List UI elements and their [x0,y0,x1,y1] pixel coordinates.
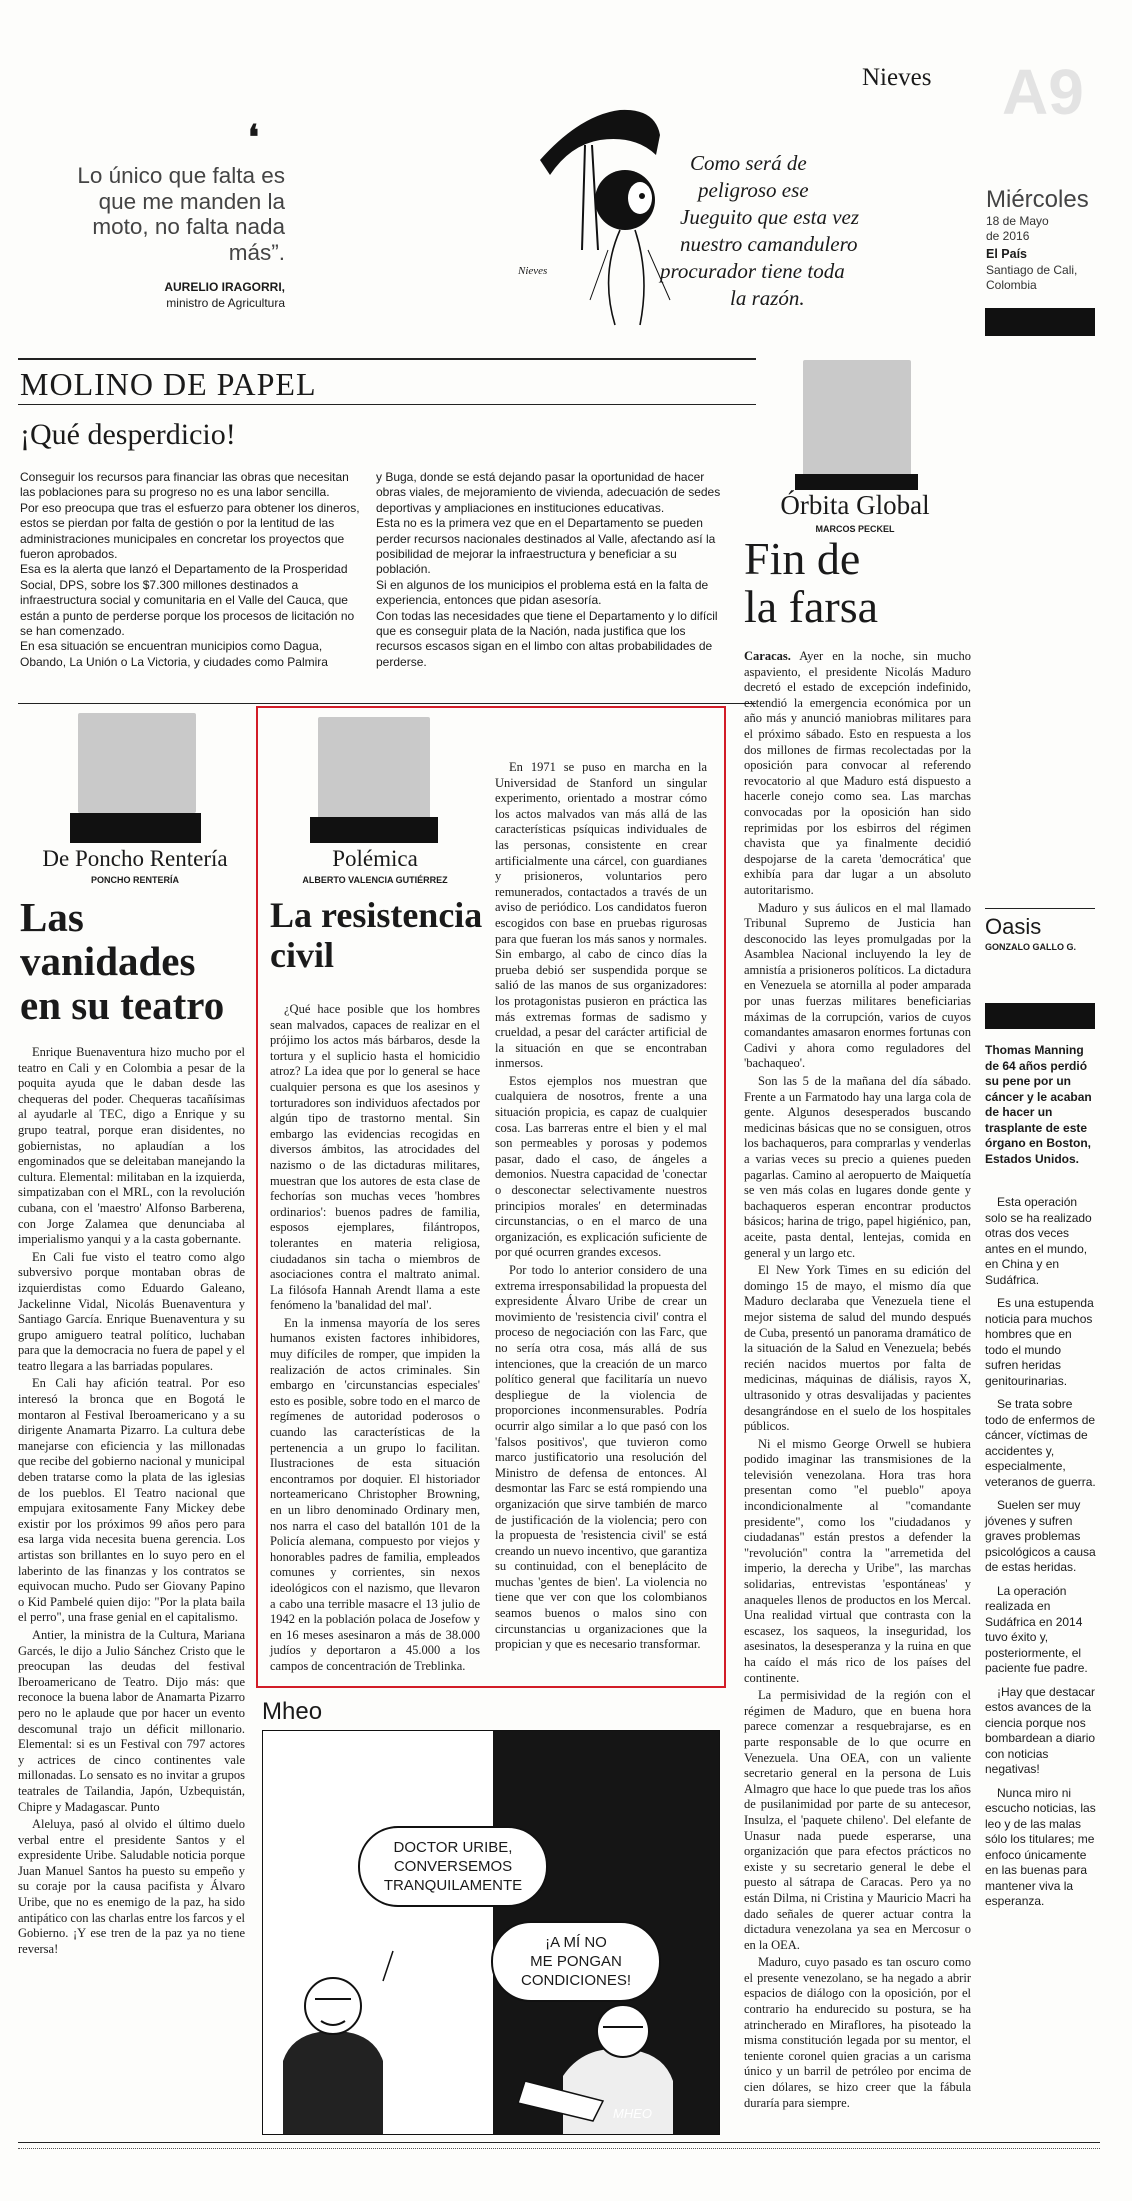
headline-line: Fin de [744,533,861,584]
photo-black-bar [70,813,201,843]
paragraph: En esa situación se encuentran municipios como Dagua, Obando, La Unión o La Victoria, y ciudades como Palmira [20,639,328,669]
page-number: A9 [1002,56,1084,128]
bubble-line: ME PONGAN [530,1953,622,1970]
cartoon-top-caption [660,150,860,312]
caption-line: nuestro camandulero [680,232,858,256]
caption-line: la razón. [730,286,805,310]
rule-bottom-dotted [18,2148,1100,2149]
paragraph: Enrique Buenaventura hizo mucho por el teatro en Cali y en Colombia a pesar de la poquita ayuda que le daban desde las chequeras del poder. Chequeras tacañísimas al ayudarle al TEC, digo a Enrique y su grupo teatral, porque eran disidentes, no gobiernistas, no aplaudían a los engominados que se deleitaban manejando la cultura. Elemental: militaban en la izquierda, simpatizaban con el MRL, con la revolución cubana, con el 'maestro' Alfonso Barberena, con Jorge Zalamea que denunciaba al imperialismo yanqui y a la casta gobernante. [18,1045,245,1247]
caption-line: Como será de [690,151,807,175]
paragraph: Por eso preocupa que tras el esfuerzo para obtener los dineros, estos se pierdan por falta de gestión o por la lentitud de las administraciones municipales en concretar los proyectos que fueron aprobados. [20,500,360,562]
caption-line: peligroso ese [698,178,809,202]
headline-line: Las [20,894,84,940]
oasis-lead: Thomas Manning de 64 años perdió su pene por un cáncer y le acaban de hacer un trasplante de este órgano en Boston, Estados Unidos. [985,1043,1092,1166]
molino-section-title: MOLINO DE PAPEL [20,366,317,402]
orbita-body [744,649,971,2113]
mheo-signature: MHEO [613,2106,652,2121]
paragraph: El New York Times en su edición del domingo 15 de mayo, el mismo día que Maduro declaraba que Venezuela tiene el mejor sistema de salud del mundo después de Cuba, presentó un panorama dramático de la situación de la Salud en Venezuela; bebés recién nacidos muertos por falta de medicinas, máquinas de diálisis, rayos X, ultrasonido y otras desvalijadas y pacientes desangrándose en el suelo de los hospitales públicos. [744,1263,971,1434]
paragraph: Son las 5 de la mañana del día sábado. Frente a un Farmatodo hay una larga cola de gente. Algunos desesperados buscando medicinas básicas que no se consiguen, otros los bachaqueros, para comprarlas y venderlas a varias veces su precio a quienes pueden pagarlas. Camino al aeropuerto de Maiquetía se ven más colas en lugares donde gente y bachaqueros esperan encontrar productos básicos; harina de trigo, papel higiénico, pan, aceite, pasta dental, lentejas, comida en general y un largo etc. [744,1074,971,1260]
paragraph: La operación realizada en Sudáfrica en 2014 tuvo éxito y, posteriormente, el paciente fue padre. [985,1583,1088,1675]
poncho-headline [20,895,224,1027]
bubble-line: CONDICIONES! [520,1972,631,1989]
paragraph: Maduro y sus áulicos en el mal llamado Tribunal Supremo de Justicia han desconocido las leyes promulgadas por la Asamblea Nacional incluyendo la ley de amnistía a prisioneros políticos. La dictadura en Venezuela se atornilla al poder amparada por unas fuerzas militares beneficiarias máximas de la corrupción, varios de cuyos comandantes amasaron enormes fortunas con Cadivi y ahora como reguladores del 'bachaqueo'. [744,900,972,1071]
rule-top [18,358,756,360]
oasis-column-title: Oasis [985,914,1042,939]
section-label: Nieves [862,64,932,91]
orbita-headline [744,535,878,631]
paragraph: Nunca miro ni escucho noticias, las leo y de las malas sólo los titulares; me enfoco únicamente en las buenas para mantener viva la esperanza. [985,1785,1096,1908]
paragraph: Por todo lo anterior considero de una extrema irresponsabilidad la propuesta del expresidente Álvaro Uribe de crear un movimiento de 'resistencia civil' contra el proceso de negociación con las Farc, que no sería otra cosa, más allá de sus intenciones, que la creación de un marco político general que facilitaría un nuevo despliegue de la violencia de proporciones inconmensurables. Podría ocurrir algo similar a lo que pasó con los 'falsos positivos', que tuvieron como marco justificatorio una resolución del Ministro de defensa de entonces. Al desmontar las Farc se está rompiendo una organización que sirve también de marco de justificación de la violencia; pero con la propuesta de 'resistencia civil' se está creando un nuevo incentivo, que garantiza su continuidad, con el beneplácito de muchas 'gentes de bien'. La violencia no tiene que ver con que los colombianos seamos buenos o malos sino con circunstancias u organizaciones que la propician y que es necesario transformar. [495,1263,707,1652]
paragraph: Conseguir los recursos para financiar las obras que necesitan las poblaciones para su progreso no es una labor sencilla. [20,470,349,500]
headline-line: vanidades [20,938,196,984]
poncho-body [18,1045,245,1959]
paragraph: La permisividad de la región con el régimen de Maduro, que en buena hora parece comenzar a resquebrajarse, es en parte responsable de lo que ocurre en Venezuela. Una OEA, con un valiente secretario general en la persona de Luis Almagro que hace lo que puede tras los años de pusilanimidad por parte de su antecesor, Insulza, el 'paquete chileno'. Del elefante de Unasur nada puede esperarse, una organización que para efectos prácticos no existe y su secretario general le debe el puesto al sátrapa de Caracas. Pero ya no están Dilma, ni Cristina y Mauricio Macri ha dado señales de querer actuar contra la dictadura venezolana ya sea en Mercosur o en la OEA. [744,1688,971,1952]
oasis-body [985,1195,1097,1918]
paragraph: En 1971 se puso en marcha en la Universidad de Stanford un singular experimento, orientado a mostrar cómo los actos malvados van más allá de las características psíquicas individuales de las personas, consistente en crear artificialmente una cárcel, con guardianes y prisioneros, voluntarios pero remunerados, contactados a través de un aviso de periódico. Los candidatos fueron escogidos con base en pruebas rigurosas para que fueran los más sanos y normales. Sin embargo, al cabo de cinco días la prueba debió ser suspendida porque se salió de las manos de sus organizadores: los protagonistas pusieron en práctica las más extremas formas de sadismo y crueldad, a pesar del carácter artificial de la situación en que se encontraban inmersos. [495,760,707,1071]
paragraph: ¿Qué hace posible que los hombres sean malvados, capaces de realizar en el prójimo los actos más bárbaros, desde la tortura y el suplicio hasta el homicidio atroz? La idea que por lo general se hace cualquier persona es que los asesinos y torturadores son individuos afectados por algún tipo de trastorno mental. Sin embargo las evidencias recogidas en diversos ámbitos, las atrocidades del nazismo o de las dictaduras militares, muestran que los autores de esta clase de fechorías son muchas veces 'hombres ordinarios': buenos padres de familia, esposos ejemplares, filántropos, tolerantes en materia religiosa, ciudadanos sin tacha o miembros de asociaciones contra el maltrato animal. La filósofa Hannah Arendt llama a este fenómeno la 'banalidad del mal'. [270,1002,480,1313]
paragraph: En la inmensa mayoría de los seres humanos existen factores inhibidores, muy difíciles de romper, que impiden la realización de actos criminales. Sin embargo en 'circunstancias especiales' esto es posible, sobre todo en el marco de regímenes de autoridad poderosos o cuando las características de la pertenencia a un grupo lo facilitan. Ilustraciones de esta situación encontramos por doquier. El historiador norteamericano Christopher Browning, en un libro denominado Ordinary men, nos narra el caso del batallón 101 de la Policía alemana, compuesto por viejos y honorables padres de familia, empleados comunes y corrientes, sin nexos ideológicos con el nazismo, que llevaron a cabo una terrible masacre el 13 julio de 1942 en la población polaca de Josefow y en 16 meses asesinaron a más de 38.000 judíos y deportaron a 45.000 a los campos de concentración de Treblinka. [270,1315,480,1673]
nieves-signature: Nieves [518,265,548,277]
paragraph: Suelen ser muy jóvenes y sufren graves problemas psicológicos a causa de estas heridas. [985,1498,1096,1574]
paragraph: Es una estupenda noticia para muchos hombres que en todo el mundo sufren heridas genitourinarias. [985,1296,1094,1388]
orbita-author: MARCOS PECKEL [815,524,895,534]
paragraph: Esa es la alerta que lanzó el Departamento de la Prosperidad Social, DPS, sobre los $7.300 millones destinados a infraestructura social y comunitaria en el Valle del Cauca, que están a punto de perderse porque los procesos de licitación no se han comenzado. [20,562,355,639]
polemica-column-title: Polémica [332,846,418,871]
rule-molino-bottom [18,703,756,704]
molino-col1 [20,470,365,670]
quote-mark-icon: ❛ [248,120,259,157]
paragraph: Estos ejemplos nos muestran que cualquiera de nosotros, frente a una situación propicia, es capaz de cualquier cosa. Las barreras entre el bien y el mal son permeables y porosas y podemos pasar, dado el caso, de ángeles a demonios. Nuestra capacidad de 'conectar o desconectar selectivamente nuestros principios morales' en determinadas circunstancias, o en el marco de una organización, es explicación suficiente de por qué ocurren grandes excesos. [495,1073,707,1260]
paragraph: Caracas. Ayer en la noche, sin mucho aspaviento, el presidente Nicolás Maduro decretó el estado de excepción indefinido, extendió la emergencia económica por un año más y anunció maniobras militares para el próximo sábado. Esto en respuesta a los dos millones de firmas recolectadas por la oposición para convocar al referendo revocatorio al que Maduro está dispuesto a hacerle conejo como sea. Las marchas convocadas por la oposición han sido reprimidas por los esbirros del régimen chavista que ya finalmente decidió despojarse de la careta 'democrática' que exhibía para dar lugar a un absoluto autoritarismo. [744,649,971,897]
paper-name: El País [986,247,1027,261]
quote-text: Lo único que falta es que me manden la moto, no falta nada más”. [77,163,285,265]
paragraph: En Cali hay afición teatral. Por eso interesó la bronca que en Bogotá le montaron al Festival Iberoamericano y a su dirigente Anamarta Pizarro. La cultura debe manejarse con eficiencia y las millonadas que recibe del gobierno nacional y municipal deben tratarse como la plata de las iglesias de los pueblos. El Teatro nacional que empujara exitosamente Fany Mickey debe existir por los próximos 99 años pero para esa larga vida necesita buena gerencia. Los artistas son brillantes en lo suyo pero en el laberinto de las finanzas y los contratos se equivocan mucho. Pudo ser Giovany Papino o Kid Pambelé quien dijo: "Por la plata baila el perro", una frase genial en el capitalismo. [18,1376,245,1625]
quote-author: AURELIO IRAGORRI, [164,280,285,294]
oasis-black-bar [985,1003,1095,1029]
mheo-cartoon [262,1730,720,2135]
paragraph: Ni el mismo George Orwell se hubiera podido imaginar las transmisiones de la televisión venezolana. Hora tras hora presentan como "el pueblo" apoya incondicionalmente al "comandante presidente", como los "ciudadanos y ciudadanas" están prestos a defender la "revolución" contra la "arremetida del imperio, la derecha y Uribe", las marchas solidarias, entrevistas 'espontáneas' y anaqueles llenos de productos en los Mercal. Una realidad virtual que contrasta con la escasez, los saqueos, la inseguridad, los asesinatos, la desesperanza y la ruina en que ha caído el más rico de los países del continente. [744,1436,971,1685]
polemica-headline [270,895,482,975]
oasis-author: GONZALO GALLO G. [985,942,1076,952]
author-photo-alberto-valencia [318,717,430,819]
caption-line: Jueguito que esta vez [680,205,860,229]
molino-headline: ¡Qué desperdicio! [20,418,236,451]
orbita-column-title: Órbita Global [780,490,930,520]
dateline: Caracas. [744,649,791,663]
headline-line: civil [270,935,334,975]
quote-role: ministro de Agricultura [166,296,285,310]
paragraph: Si en algunos de los municipios el problema está en la falta de experiencia, entonces que pidan asesoría. [376,577,709,608]
paragraph: Antier, la ministra de la Cultura, Mariana Garcés, le dijo a Julio Sánchez Cristo que le preocupan las deudas del festival Iberoamericano de Teatro. Dijo más: que reconoce la buena labor de Anamarta Pizarro pero no le aplaude que por hacer un evento descomunal trajo un déficit millonario. Elemental: si es un Festival con 797 actores y actrices de cinco continentes vale millonadas. Lo sensato es no invitar a grupos teatrales de Tailandia, Japón, Uzbequistán, Chipre y Madagascar. Punto [18,1627,245,1814]
paragraph: y Buga, donde se está dejando pasar la oportunidad de hacer obras viales, de mejoramiento de vivienda, adecuación de sedes deportivas y ampliaciones en instituciones educativas. [376,470,721,515]
rule-bottom [18,2142,1100,2143]
paragraph: Maduro, cuyo pasado es tan oscuro como el presente venezolano, se ha negado a abrir espacios de diálogo con la oposición, por el contrario ha endurecido su postura, se ha atrincherado en Miraflores, ha pisoteado la misma constitución legada por su mentor, el teniente coronel quien gracias a un carisma único y un barril de petróleo por encima de cien dólares, se hizo creer que la fábula duraría para siempre. [744,1955,971,2110]
header-black-bar [985,308,1095,336]
bubble-line: DOCTOR URIBE, [393,1839,513,1856]
polemica-col2 [495,760,707,1655]
rule-molino [18,404,756,405]
mheo-cartoon-figures [263,1731,720,2135]
cartoon-top [470,100,910,330]
headline-line: La resistencia [270,895,483,935]
poncho-author: PONCHO RENTERÍA [90,875,179,885]
author-photo-marcos-peckel [803,360,911,480]
paragraph: Esta operación solo se ha realizado otras dos veces antes en el mundo, en China y en Sudáfrica. [985,1195,1092,1287]
author-photo-poncho-renteria [78,713,196,813]
paragraph: Con todas las necesidades que tiene el Departamento y lo difícil que es conseguir plata de la Nación, nada justifica que los recursos escasos sigan en el limbo con altas probabilidades de perderse. [376,608,718,669]
speech-bubble-2 [491,1921,661,2002]
date-weekday: Miércoles [986,186,1089,213]
polemica-col1 [270,1002,480,1677]
paragraph: En Cali fue visto el teatro como algo subversivo porque montaban obras de izquierdistas como Eduardo Galeano, Jackelinne Vidal, Nicolás Buenaventura y Santiago García. Enrique Buenaventura y su grupo amiguero teatral político, luchaban para que la democracia no fuera de papel y el teatro llegara a las barriadas populares. [18,1249,245,1373]
rule-oasis [985,908,1095,909]
paragraph: Esta no es la primera vez que en el Departamento se pueden perder recursos nacionales destinados al Valle, afectando así la posibilidad de mejorar la infraestructura y beneficiar a su población. [376,516,716,577]
polemica-author: ALBERTO VALENCIA GUTIÉRREZ [302,875,448,885]
paragraph: Aleluya, pasó al olvido el último duelo verbal entre el presidente Santos y el expresidente Uribe. Saludable noticia porque Juan Manuel Santos ha puesto su empeño y su coraje por la causa pacifista y Álvaro Uribe, que no es enemigo de la paz, ha sido antipático con las charlas entre los farcos y el Gobierno. ¡Y ese tren de la paz ya no tiene reversa! [18,1817,245,1956]
bubble-line: CONVERSEMOS [393,1858,513,1875]
bubble-line: ¡A MÍ NO [545,1934,607,1951]
caption-line: procurador tiene toda [660,259,845,283]
photo-black-bar [795,474,918,490]
date-line: 18 de Mayo de 2016 [986,214,1049,243]
bubble-line: TRANQUILAMENTE [383,1877,523,1894]
paragraph: ¡Hay que destacar estos avances de la ciencia porque nos bombardean a diario con noticias negativas! [985,1684,1096,1776]
paper-city: Santiago de Cali, Colombia [986,263,1078,292]
paragraph: Se trata sobre todo de enfermos de cáncer, víctimas de accidentes y, especialmente, veteranos de guerra. [985,1397,1096,1489]
headline-line: la farsa [744,581,879,632]
poncho-column-title: De Poncho Rentería [42,846,228,871]
mheo-label: Mheo [262,1698,323,1725]
headline-line: en su teatro [20,982,225,1028]
photo-black-bar [310,817,438,843]
molino-col2 [376,470,721,670]
speech-bubble-1 [358,1826,548,1907]
